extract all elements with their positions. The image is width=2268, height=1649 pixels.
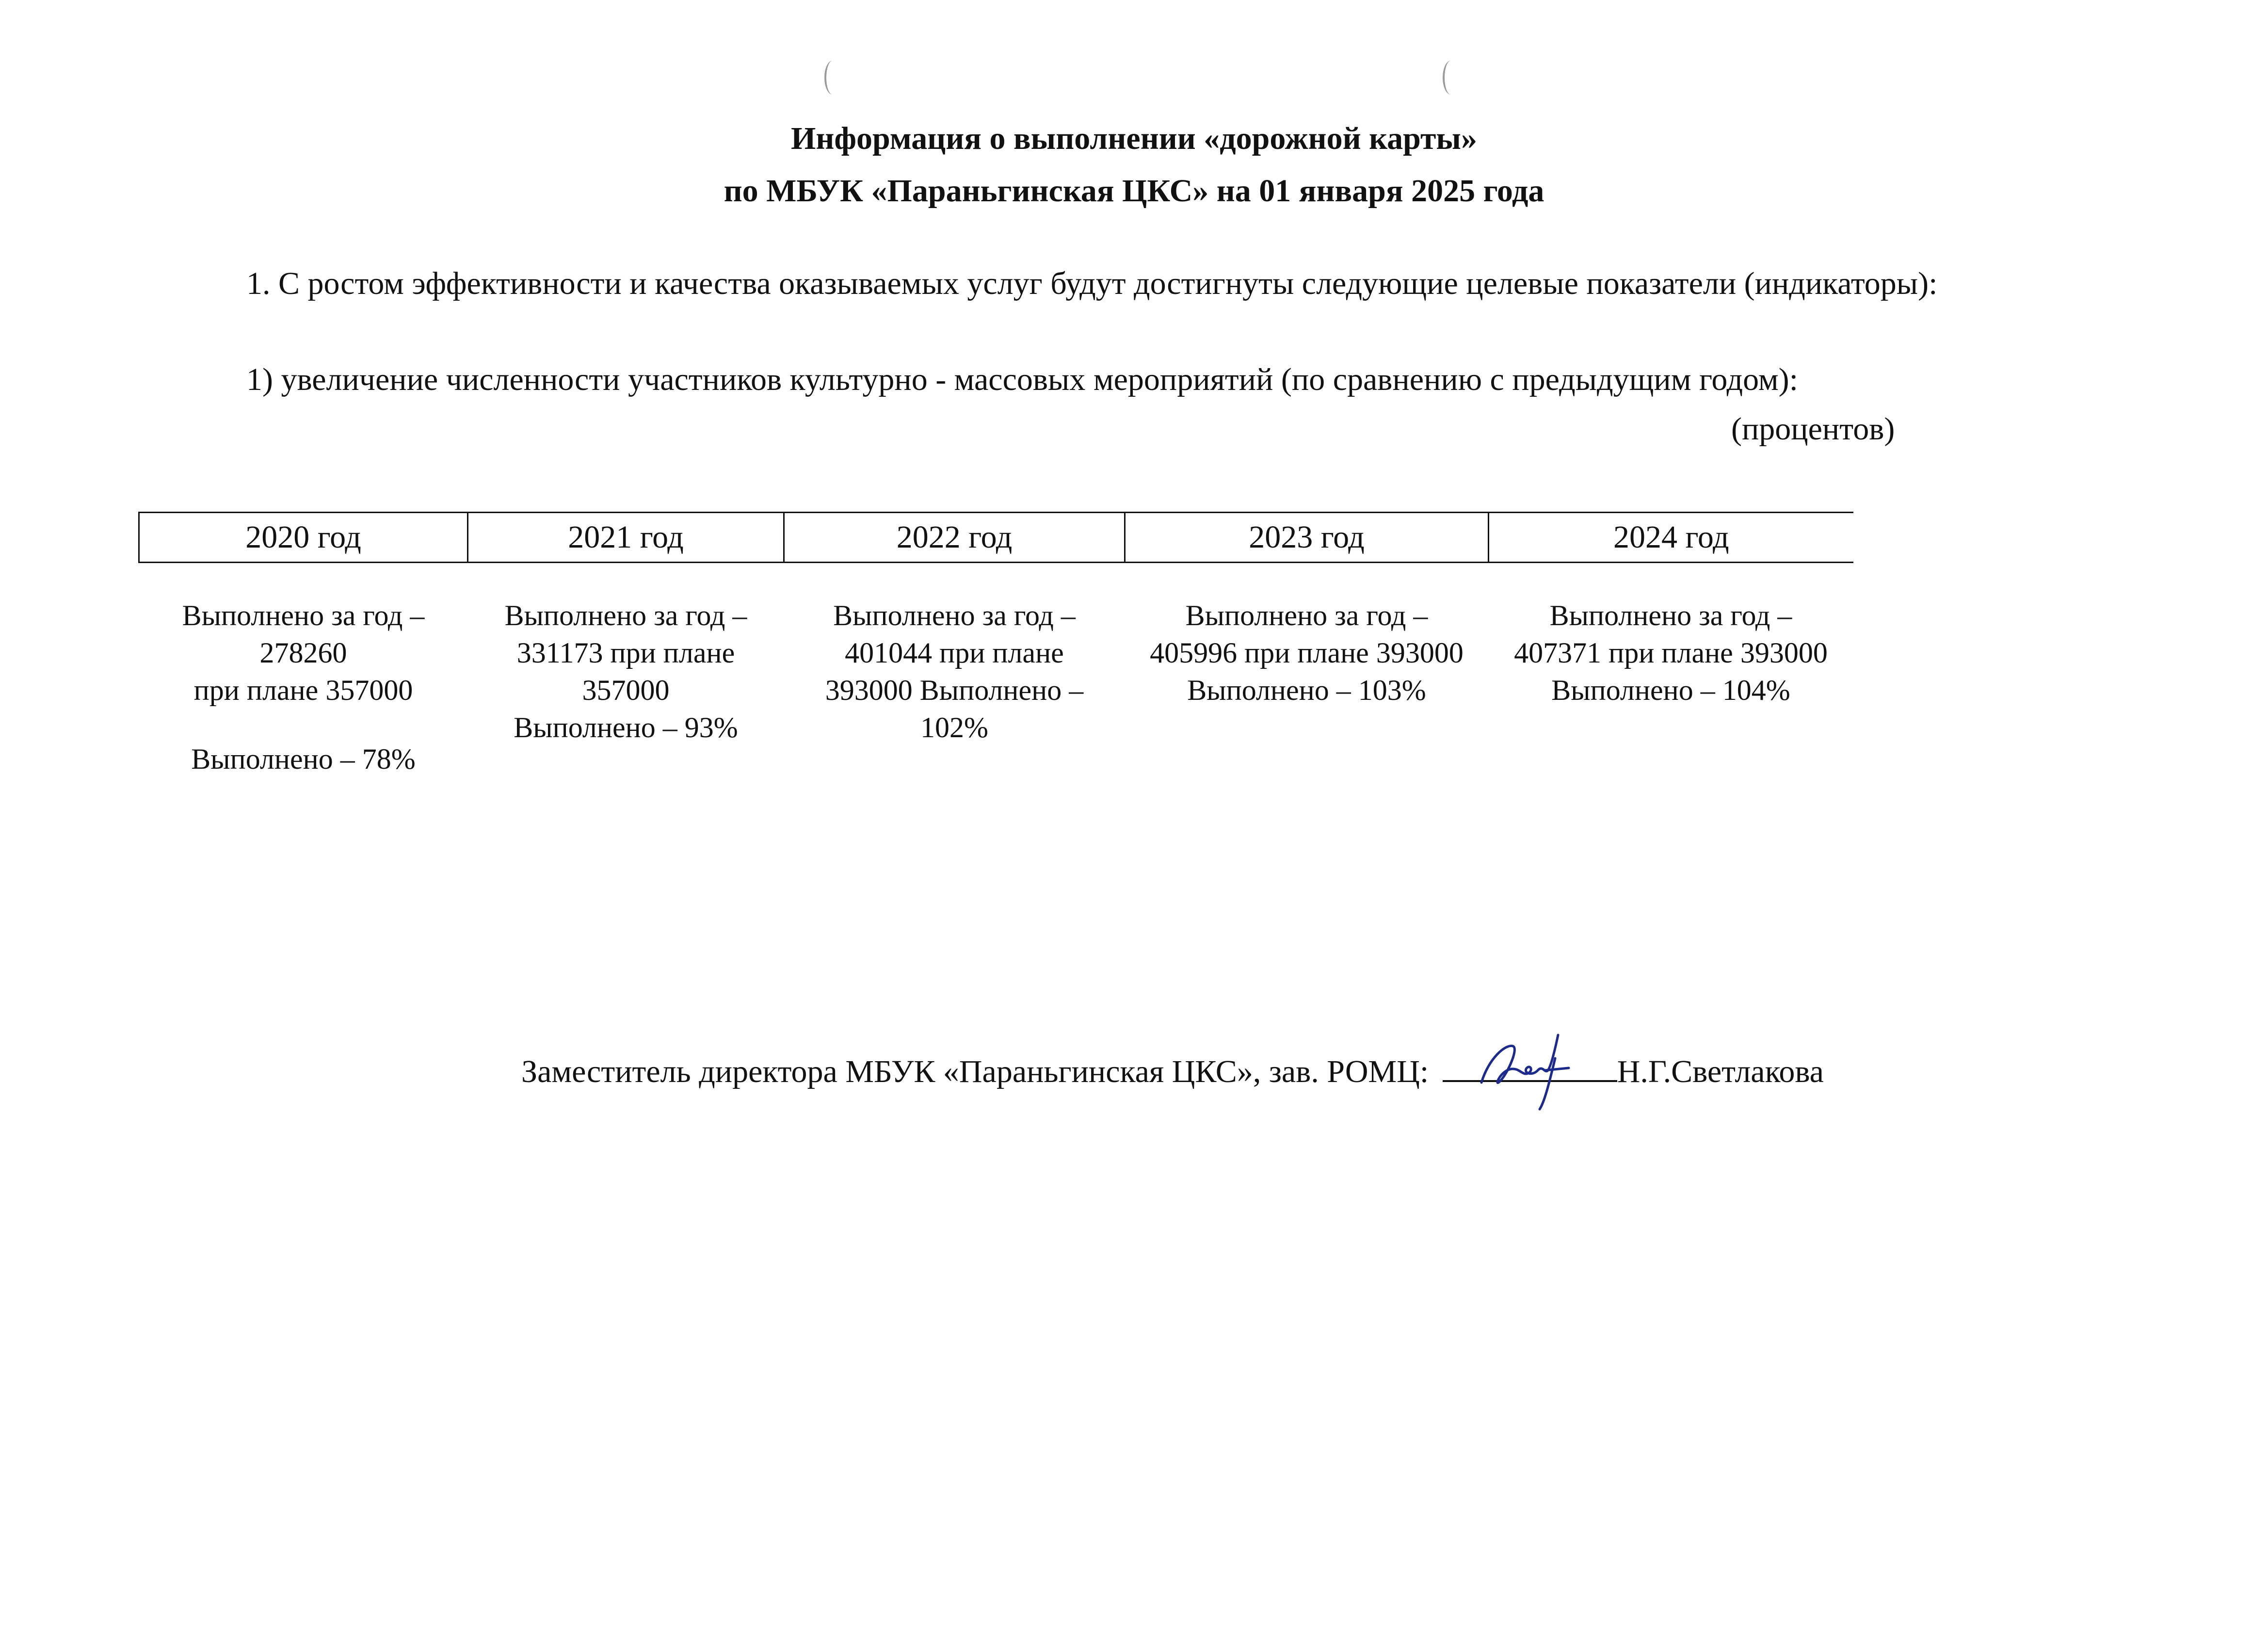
table-header-row [139,513,1853,563]
units-label: (процентов) [1731,411,1895,447]
cell-line: 407371 при плане 393000 [1514,637,1828,669]
table-cell-2023 [1125,563,1489,778]
cell-line: 102% [920,711,988,744]
document-title [0,113,2268,217]
cell-line: Выполнено за год – [504,599,747,631]
year-header: 2020 год [139,513,468,563]
cell-line: Выполнено за год – [833,599,1076,631]
paragraph-1: 1. С ростом эффективности и качества оказываемых услуг будут достигнуты следующие целевые показатели (индикаторы): [246,266,1938,301]
signature-row [521,1048,1824,1096]
cell-line: 393000 Выполнено – [825,674,1084,706]
cell-line: Выполнено за год – [182,599,425,631]
year-header: 2023 год [1125,513,1489,563]
indicators-table [138,512,1853,778]
scan-mark [1443,61,1459,95]
cell-line: Выполнено – 104% [1551,674,1790,706]
cell-line: 401044 при плане [845,637,1064,669]
year-header: 2022 год [784,513,1125,563]
title-line-1: Информация о выполнении «дорожной карты» [791,121,1477,156]
cell-line: Выполнено за год – [1549,599,1792,631]
cell-line: Выполнено – 93% [514,711,738,744]
cell-line: Выполнено – 78% [191,743,416,775]
cell-line: при плане 357000 [193,674,413,706]
table-cell-2022 [784,563,1125,778]
signature-line [1443,1051,1617,1082]
table-cell-2021 [468,563,784,778]
cell-line: 357000 [582,674,670,706]
handwritten-signature [1472,1024,1578,1116]
year-header: 2024 год [1489,513,1853,563]
signatory-position: Заместитель директора МБУК «Параньгинская ЦКС», зав. РОМЦ: [521,1054,1429,1089]
title-line-2: по МБУК «Параньгинская ЦКС» на 01 января 2025 года [724,173,1544,209]
signatory-name: Н.Г.Светлакова [1617,1054,1824,1089]
scan-mark [824,61,841,95]
cell-gap [142,709,465,741]
table-row [139,563,1853,778]
year-header: 2021 год [468,513,784,563]
cell-line: 278260 [259,637,347,669]
cell-line: 331173 при плане [516,637,735,669]
table-cell-2024 [1489,563,1853,778]
cell-line: Выполнено за год – [1185,599,1428,631]
cell-line: Выполнено – 103% [1187,674,1426,706]
table-cell-2020 [139,563,468,778]
cell-line: 405996 при плане 393000 [1150,637,1464,669]
paragraph-2: 1) увеличение численности участников культурно - массовых мероприятий (по сравнению с предыдущим годом): [246,362,1798,397]
